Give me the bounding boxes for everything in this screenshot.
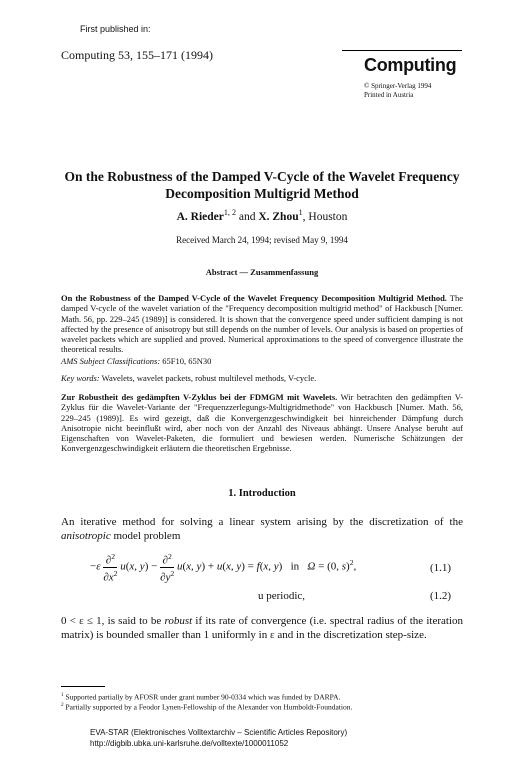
abstract-german-title: Zur Robustheit des gedämpften V-Zyklus bei der FDMGM mit Wavelets. (61, 392, 338, 402)
section-heading-introduction: 1. Introduction (228, 488, 296, 499)
paper-title (40, 168, 484, 202)
received-dates: Received March 24, 1994; revised May 9, 1994 (176, 235, 348, 245)
abstract-german-text: Wir betrachten den gedämpften V-Zyklus für die Wavelet-Variante der "Frequenzzerlegungs-Multigridmethode" von Hackbusch [Numer. Math. 56, 229–245 (1989)]. Es wird gezeigt, daß die Konvergenzgeschwindigkeit bei hinreichender Dämpfung durch Anisotropie nicht beeinflußt wird, aber noch von der Anzahl des Niveaus abhängt. Unsere Analyse beruht auf Eigenschaften von Wavelet-Paketen, die formuliert und bewiesen werden. Numerische Schätzungen der Konvergenzgeschwindigkeit erläutern die theoretischen Ergebnisse. (61, 392, 463, 454)
journal-brand: Computing (364, 55, 457, 75)
first-published-label: First published in: (80, 24, 151, 34)
footer-line-1: EVA-STAR (Elektronisches Volltextarchiv – Scientific Articles Repository) (90, 728, 348, 737)
title-line-2: Decomposition Multigrid Method (165, 186, 359, 201)
header-rule (342, 50, 462, 51)
footnote-2-text: Partially supported by a Feodor Lynen-Fellowship of the Alexander von Humboldt-Foundation. (65, 702, 353, 712)
intro-paragraph-1 (61, 515, 463, 543)
author-1-affiliation: 1, 2 (223, 208, 236, 217)
intro-p2-end: if its rate of convergence (i.e. spectral radius of the iteration matrix) is bounded smaller than 1 uniformly in ε and in the discretization step-size. (61, 615, 464, 641)
ams-value: 65F10, 65N30 (162, 356, 212, 366)
author-2-affiliation: 1 (298, 208, 303, 217)
equation-1-2: u periodic, (258, 590, 306, 602)
intro-p1-end: model problem (113, 530, 181, 542)
intro-paragraph-2 (61, 614, 463, 642)
keywords-value: Wavelets, wavelet packets, robust multilevel methods, V-cycle. (101, 373, 317, 383)
abstract-english-text: The damped V-cycle of the wavelet variation of the "Frequency decomposition multigrid method" of Hackbusch [Numer. Math. 56, pp. 229–245 (1989)] is considered. It is shown that the convergence speed under sufficient damping is not affected by the presence of anisotropy but still depends on the number of levels. Our analysis is based on properties of wavelet packets which are supplied and proved. Numerical approximations to the speed of convergence illustrate the theoretical results. (61, 293, 463, 355)
footnote-2 (61, 700, 352, 713)
intro-p1-text: An iterative method for solving a linear system arising by the discretization of the (61, 516, 463, 528)
footnote-1-text: Supported partially by AFOSR under grant number 90-0334 which was funded by DARPA. (65, 692, 341, 702)
copyright-line: © Springer-Verlag 1994 (364, 82, 432, 90)
title-line-1: On the Robustness of the Damped V-Cycle of the Wavelet Frequency (64, 169, 460, 184)
printed-line: Printed in Austria (364, 91, 414, 99)
author-2: X. Zhou (258, 210, 299, 223)
author-1: A. Rieder (176, 210, 224, 223)
journal-reference: Computing 53, 155–171 (1994) (61, 48, 213, 62)
equation-1-1-number: (1.1) (430, 562, 452, 574)
footnote-rule (61, 686, 105, 687)
abstract-german (61, 392, 463, 454)
keywords-label: Key words: (61, 373, 100, 383)
footer-url[interactable]: http://digbib.ubka.uni-karlsruhe.de/volltexte/1000011052 (90, 739, 289, 748)
footnote-1-mark: 1 (61, 692, 64, 698)
abstract-heading: Abstract — Zusammenfassung (205, 267, 319, 277)
authors-line (40, 208, 484, 223)
publisher-info (364, 82, 431, 100)
equation-1-1: −ε $\frac{\partial^2}{\partial x^2}$ u(x, y) − $\frac{\partial^2}{\partial y^2}$ u(x, y) + u(x, y) = f(x, y) in Ω = (0, s)$^2$, (90, 552, 357, 584)
abstract-english-title: On the Robustness of the Damped V-Cycle of the Wavelet Frequency Decomposition Multigrid Method. (61, 293, 447, 303)
intro-p1-emphasis: anisotropic (61, 530, 111, 542)
authors-conjunction: and (238, 210, 256, 223)
abstract-english (61, 293, 463, 355)
author-location: , Houston (302, 210, 348, 223)
keywords (61, 373, 316, 383)
intro-p2-emphasis: robust (164, 615, 193, 627)
ams-classification (61, 356, 211, 366)
ams-label: AMS Subject Classifications: (61, 356, 161, 366)
repository-footer (90, 727, 347, 749)
equation-1-2-number: (1.2) (430, 590, 452, 602)
intro-p2-start: 0 < ε ≤ 1, is said to be (61, 615, 162, 627)
footnote-2-mark: 2 (61, 702, 64, 708)
